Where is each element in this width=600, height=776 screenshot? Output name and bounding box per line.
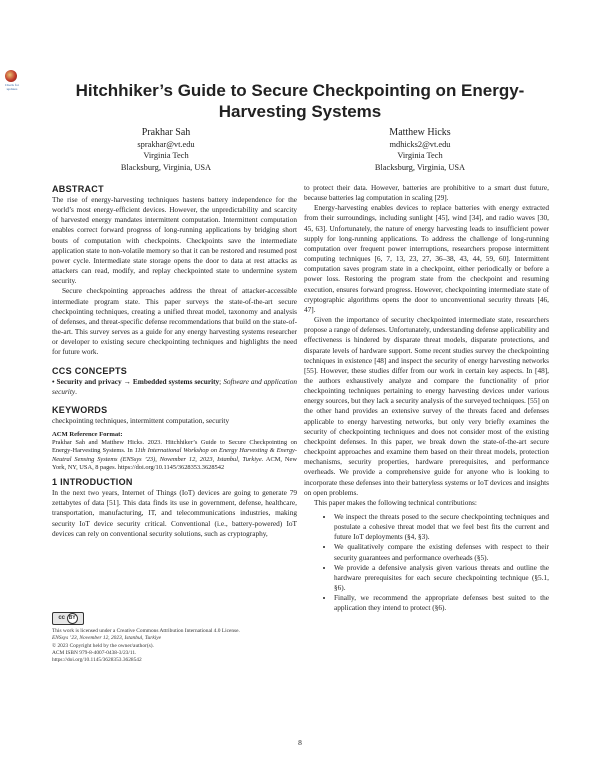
intro-heading: 1 INTRODUCTION xyxy=(52,477,133,488)
ccs-text xyxy=(52,377,297,397)
footer-isbn: ACM ISBN 979-8-4007-0438-3/23/11. xyxy=(52,649,137,656)
ccs-end: . xyxy=(75,386,77,396)
author-location: Blacksburg, Virginia, USA xyxy=(374,162,466,172)
list-item: • We qualitatively compare the existing defenses with respect to their security guarantees and performance overheads (§5). xyxy=(334,542,549,562)
abstract-paragraph-1: The rise of energy-harvesting techniques hastens battery independence for the world’s most energy-efficient devices. However, the unpredictability and scarcity of harvested energy mandates intermittent computation. Intermittent computation enables correct forward progress of long-running applications by bridging short bouts of computation with checkpoints. Checkpoints save the intermediate application state to non-volatile memory so that it can be restored and resumed post power cycle. Intermediate state storage opens the door to data at rest attacks as attackers can read, modify, and replay checkpointed state to undermine system security. xyxy=(52,195,297,286)
footer-venue: ENSsys ’23, November 12, 2023, Istanbul, Turkiye xyxy=(52,635,161,642)
reference-authors: Prakhar Sah and Matthew Hicks. 2023. Hitchhiker’s Guide to Secure Checkpointing on Energy-Harvesting Systems. In xyxy=(52,438,297,455)
reference-format-text xyxy=(52,439,297,472)
author-block-1 xyxy=(56,126,276,173)
license-footer xyxy=(52,612,297,664)
keywords-heading: KEYWORDS xyxy=(52,404,108,415)
author-block-2 xyxy=(310,126,530,173)
ccs-heading: CCS CONCEPTS xyxy=(52,365,128,376)
reference-rest: ACM, New York, NY, USA, 8 pages. https://doi.org/10.1145/3628353.3628542 xyxy=(52,455,297,471)
list-item: • We inspect the threats posed to the secure checkpointing techniques and postulate a cohesive threat model that we feel best fits the current and future IoT deployments (§4, §3). xyxy=(334,512,549,542)
check-for-updates-badge[interactable] xyxy=(4,70,18,100)
abstract-paragraph-2: Secure checkpointing approaches address the threat of attacker-accessible intermediate program state. This paper surveys the state-of-the-art secure checkpointing techniques, creating a unified threat model, taxonomy and analysis of defenses, and threat-specific defense recommendations that build on the state-of-the-art. This survey serves as a guide for any energy harvesting systems researcher or developer to existing secure checkpointing techniques and highlights the need for future work. xyxy=(52,286,297,357)
update-check-icon xyxy=(5,70,17,82)
intro-paragraph-1: In the next two years, Internet of Things (IoT) devices are going to generate 79 zettabytes of data [51]. This data finds its use in government, defense, healthcare, transportation, manufacturing, IT, and telecommunications industries, making security IoT device security critical. Conventional (i.e., battery-powered) IoT devices can rely on conventional security solutions, such as cryptography, xyxy=(52,488,297,538)
left-column xyxy=(52,183,297,539)
author-affiliation: Virginia Tech xyxy=(143,151,189,161)
author-name: Prakhar Sah xyxy=(141,127,191,138)
abstract-heading: ABSTRACT xyxy=(52,184,104,194)
right-paragraph-2: Given the importance of security checkpointed intermediate state, researchers propose a range of defenses. Unfortunately, understanding defense applicability and effectiveness is hindered by disparate threat models, disparate protections, and disparate levels of hardware support. Some recent studies survey the checkpointing techniques in existence [48] and inspect the security of energy harvesting networks [55]. However, these studies differ from our work in certain key aspects. In [48], the authors exhaustively analyze and compare the functionality of prior checkpointing techniques pertaining to energy harvesting devices under various energy sources, but they lack a security analysis of the surveyed techniques. [55] on the other hand provides an extensive survey of the threats faced and defenses applicable to energy harvesting networks, but only very briefly examines the security of checkpointing techniques and does not consider most of the existing checkpoint defenses. In this paper, we break down the state-of-the-art secure checkpoint approaches and examine them based on their threat models, protection mechanisms, security properties, hardware prerequisites, and performance overheads. We provide a comprehensive guide for anyone who is looking to incorporate these defenses into their batteryless systems or IoT devices and insights on open problems. xyxy=(304,315,549,497)
author-location: Blacksburg, Virginia, USA xyxy=(120,162,212,172)
right-column xyxy=(304,183,549,614)
cc-license-logo[interactable] xyxy=(52,612,84,625)
right-paragraph-3: This paper makes the following technical contributions: xyxy=(314,497,477,507)
right-paragraph-1: Energy-harvesting enables devices to replace batteries with energy extracted from their surroundings, including sunlight [45], wind [34], and radio waves [30, 45, 63]. Unfortunately, the nature of energy harvesting leads to insufficient power supply for long-running applications. To address the challenge of long-running computation over frequent power interruptions, researchers propose intermittent computing techniques [6, 7, 13, 23, 27, 36–38, 43, 44, 59, 60]. Intermittent computation saves program state in a checkpoint, either periodically or before a power loss. Restoring the program state from the checkpoint and resuming execution, ensures forward progress. However, checkpointing intermediate state of cryptographic algorithms opens the door to unconventional security threats [46, 47]. xyxy=(304,203,549,314)
ccs-italic: Software and application security xyxy=(52,376,297,396)
cc-label: cc xyxy=(58,615,65,621)
badge-text: Check for updates xyxy=(5,83,19,91)
ccs-separator: ; xyxy=(219,376,224,386)
author-name: Matthew Hicks xyxy=(389,127,451,138)
paper-title: Hitchhiker’s Guide to Secure Checkpointing on Energy-Harvesting Systems xyxy=(75,81,525,121)
page-number: 8 xyxy=(298,738,302,747)
footer-copyright: © 2023 Copyright held by the owner/author(s). xyxy=(52,642,154,649)
ccs-bold: • Security and privacy → Embedded systems security xyxy=(52,376,220,386)
list-item: • Finally, we recommend the appropriate defenses best suited to the application they intend to protect (§6). xyxy=(334,593,549,613)
reference-venue: 11th International Workshop on Energy Harvesting & Energy-Neutral Sensing Systems (ENSsys ’23), November 12, 2023, Istanbul, Turkiye. xyxy=(52,447,297,463)
list-item: • We provide a defensive analysis given various threats and outline the hardware prerequisites for each secure checkpointing technique (§5.1, §6). xyxy=(334,563,549,593)
author-affiliation: Virginia Tech xyxy=(397,151,443,161)
reference-format-heading: ACM Reference Format: xyxy=(52,430,123,438)
keywords-text: checkpointing techniques, intermittent computation, security xyxy=(52,415,230,425)
right-paragraph-0: to protect their data. However, batteries are prohibitive to a smart dust future, because batteries lag computation in scaling [29]. xyxy=(304,183,549,203)
license-text: This work is licensed under a Creative Commons Attribution International 4.0 License. xyxy=(52,628,240,634)
by-icon: BY xyxy=(67,613,78,624)
footer-doi[interactable]: https://doi.org/10.1145/3628353.3628542 xyxy=(52,657,142,664)
contributions-list xyxy=(304,512,549,614)
author-email: mdhicks2@vt.edu xyxy=(389,140,451,149)
author-email: sprakhar@vt.edu xyxy=(137,140,195,149)
